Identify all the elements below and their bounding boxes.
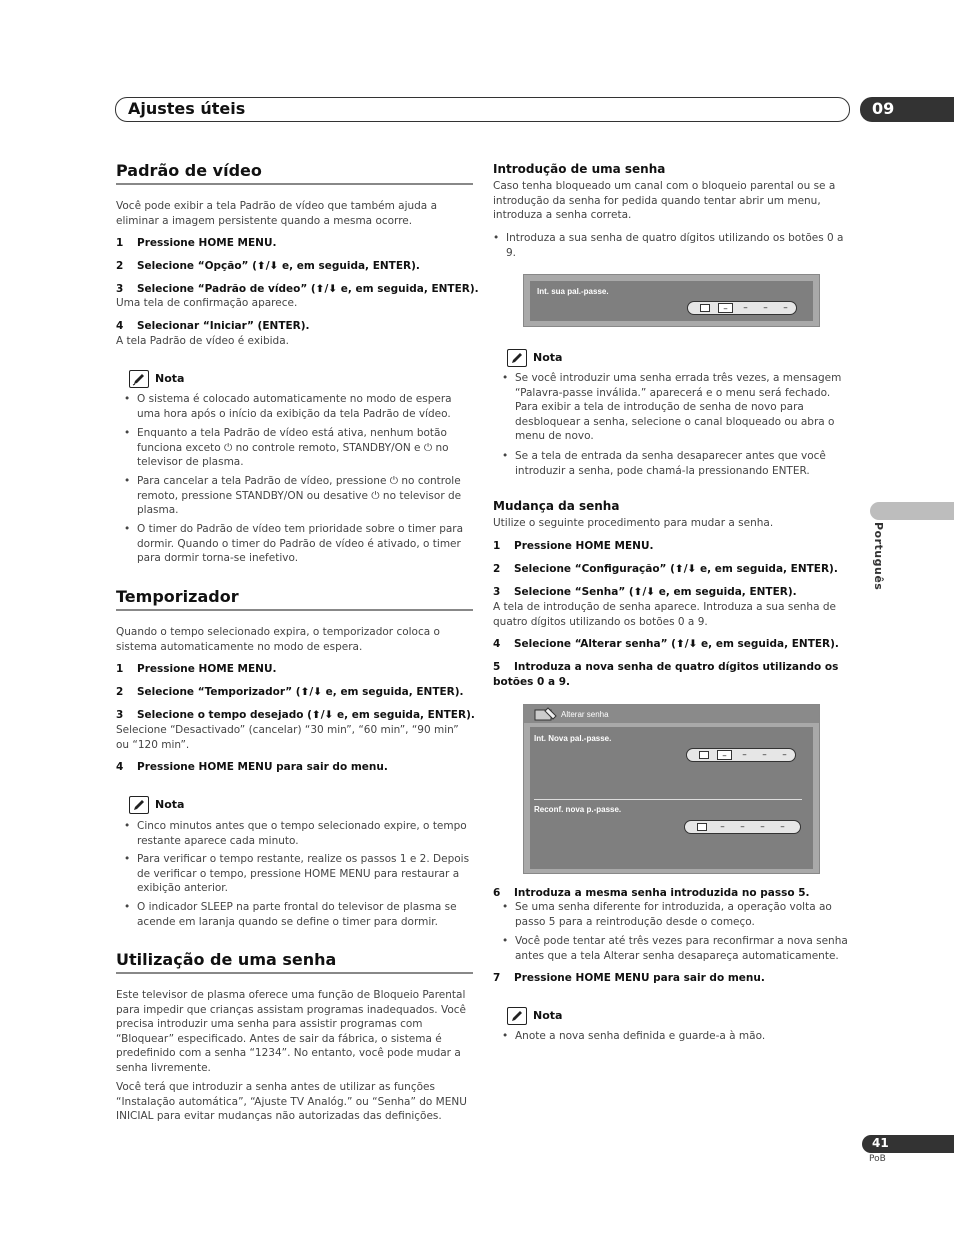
keypad-icon <box>700 304 710 312</box>
osd-title: Alterar senha <box>561 710 609 719</box>
step-item: 2 Selecione “Configuração” (⬆/⬇ e, em seguida, ENTER). <box>493 563 838 575</box>
page-title: Ajustes úteis <box>128 99 246 118</box>
step-item: 2 Selecione “Opção” (⬆/⬇ e, em seguida, ENTER). <box>116 260 420 272</box>
note-item: • O indicador SLEEP na parte frontal do televisor de plasma se acende em laranja quando se define o timer para dormir. <box>124 900 471 929</box>
section-intro: Você pode exibir a tela Padrão de vídeo que também ajuda a eliminar a imagem persistente quando a mesma ocorre. <box>116 200 438 227</box>
setup-icon <box>534 707 558 721</box>
section-paragraph: Você terá que introduzir a senha antes de utilizar as funções “Instalação automática”, “Ajuste TV Analóg.” ou “Senha” do MENU INICIAL para evitar mudanças não autorizadas das definições. <box>116 1081 467 1123</box>
step-item: 1 Pressione HOME MENU. <box>116 237 277 249</box>
section-rule <box>116 183 473 185</box>
confirm-password-field[interactable]: – – – – <box>684 820 801 834</box>
step-item: 3 Selecione “Senha” (⬆/⬇ e, em seguida, ENTER). <box>493 586 797 598</box>
step-item: 5 Introduza a nova senha de quatro dígitos utilizando os botões 0 a 9. <box>493 661 839 688</box>
note-item: • Cinco minutos antes que o tempo selecionado expire, o tempo restante aparece cada minuto. <box>124 819 471 848</box>
note-pencil-icon <box>129 796 149 814</box>
subsection-intro: Caso tenha bloqueado um canal com o bloqueio parental ou se a introdução da senha for pedida quando tentar abrir um menu, introduza a senha correta. <box>493 180 836 222</box>
step-sub: A tela de introdução de senha aparece. Introduza a sua senha de quatro dígitos utilizando os botões 0 a 9. <box>493 601 836 628</box>
step-item: 1 Pressione HOME MENU. <box>493 540 654 552</box>
note-item: • Para cancelar a tela Padrão de vídeo, pressione ⏻ no controle remoto, pressione STANDBY/ON ou desative ⏻ no televisor de plasma. <box>124 474 471 518</box>
section-title-senha: Utilização de uma senha <box>116 950 337 969</box>
note-item: • Se você introduzir uma senha errada três vezes, a mensagem “Palavra-passe inválida.” aparecerá e o menu será fechado. Para exibir a tela de introdução de senha de novo para desbloquear a senha, selecione o canal bloqueado ou abra o menu de novo. <box>502 371 850 444</box>
section-paragraph: Este televisor de plasma oferece uma função de Bloqueio Parental para impedir que crianças assistam programas inadequados. Você precisa introduzir uma senha para assistir programas com “Bloquear” especificado. Antes de sair da fábrica, o sistema é predefinido com a senha “1234”. No entanto, você pode mudar a senha livremente. <box>116 989 467 1074</box>
keypad-icon <box>699 751 709 759</box>
note-item: • Se a tela de entrada da senha desaparecer antes que você introduzir a senha, pode chamá-la pressionando ENTER. <box>502 449 850 478</box>
osd-divider <box>534 799 802 800</box>
bullet-item: • Se uma senha diferente for introduzida, a operação volta ao passo 5 para a reintrodução desde o começo. <box>502 900 850 929</box>
step-sub: Selecione “Desactivado” (cancelar) “30 min”, “60 min”, “90 min” ou “120 min”. <box>116 724 459 751</box>
section-intro: Quando o tempo selecionado expira, o temporizador coloca o sistema automaticamente no modo de espera. <box>116 626 440 653</box>
step-item: 6 Introduza a mesma senha introduzida no passo 5. <box>493 887 810 899</box>
osd-change-password <box>523 704 820 874</box>
osd-enter-password <box>523 274 820 327</box>
note-pencil-icon <box>507 1007 527 1025</box>
section-rule <box>116 609 473 611</box>
password-field[interactable]: – – – – <box>687 301 797 315</box>
step-item: 1 Pressione HOME MENU. <box>116 663 277 675</box>
language-tab <box>870 502 954 520</box>
step-sub: A tela Padrão de vídeo é exibida. <box>116 335 289 347</box>
step-item: 4 Pressione HOME MENU para sair do menu. <box>116 761 388 773</box>
step-item: 4 Selecionar “Iniciar” (ENTER). <box>116 320 310 332</box>
section-title-padrao: Padrão de vídeo <box>116 161 262 180</box>
step-item: 4 Selecione “Alterar senha” (⬆/⬇ e, em seguida, ENTER). <box>493 638 839 650</box>
section-title-temporizador: Temporizador <box>116 587 239 606</box>
osd-label: Int. Nova pal.-passe. <box>534 734 612 743</box>
new-password-field[interactable]: – – – – <box>686 748 796 762</box>
note-item: • Para verificar o tempo restante, realize os passos 1 e 2. Depois de verificar o tempo, pressione HOME MENU para restaurar a exibição anterior. <box>124 852 471 896</box>
note-pencil-icon <box>129 370 149 388</box>
note-item: • Anote a nova senha definida e guarde-a à mão. <box>502 1029 850 1044</box>
note-pencil-icon <box>507 349 527 367</box>
page-code: PoB <box>869 1154 886 1164</box>
bullet-item: • Introduza a sua senha de quatro dígitos utilizando os botões 0 a 9. <box>493 231 850 260</box>
step-item: 2 Selecione “Temporizador” (⬆/⬇ e, em seguida, ENTER). <box>116 686 464 698</box>
subsection-intro: Utilize o seguinte procedimento para mudar a senha. <box>493 517 774 529</box>
section-rule <box>116 972 473 974</box>
step-item: 7 Pressione HOME MENU para sair do menu. <box>493 972 765 984</box>
step-item: 3 Selecione o tempo desejado (⬆/⬇ e, em seguida, ENTER). <box>116 709 475 721</box>
language-label: Português <box>872 522 885 591</box>
step-item: 3 Selecione “Padrão de vídeo” (⬆/⬇ e, em seguida, ENTER). <box>116 283 479 295</box>
note-item: • O sistema é colocado automaticamente no modo de espera uma hora após o início da exibição da tela Padrão de vídeo. <box>124 392 471 421</box>
note-item: • O timer do Padrão de vídeo tem prioridade sobre o timer para dormir. Quando o timer do Padrão de vídeo é ativado, o timer para dormir torna-se inefetivo. <box>124 522 471 566</box>
subsection-title-mudanca: Mudança da senha <box>493 499 620 513</box>
osd-label: Reconf. nova p.-passe. <box>534 805 622 814</box>
step-sub: Uma tela de confirmação aparece. <box>116 297 298 309</box>
keypad-icon <box>697 823 707 831</box>
osd-label: Int. sua pal.-passe. <box>537 287 609 296</box>
bullet-item: • Você pode tentar até três vezes para reconfirmar a nova senha antes que a tela Alterar senha desapareça automaticamente. <box>502 934 850 963</box>
chapter-number: 09 <box>872 99 895 118</box>
page-number: 41 <box>872 1136 889 1150</box>
note-item: • Enquanto a tela Padrão de vídeo está ativa, nenhum botão funciona exceto ⏻ no controle remoto, STANDBY/ON e ⏻ no televisor de plasma. <box>124 426 471 470</box>
subsection-title-introducao: Introdução de uma senha <box>493 162 666 176</box>
